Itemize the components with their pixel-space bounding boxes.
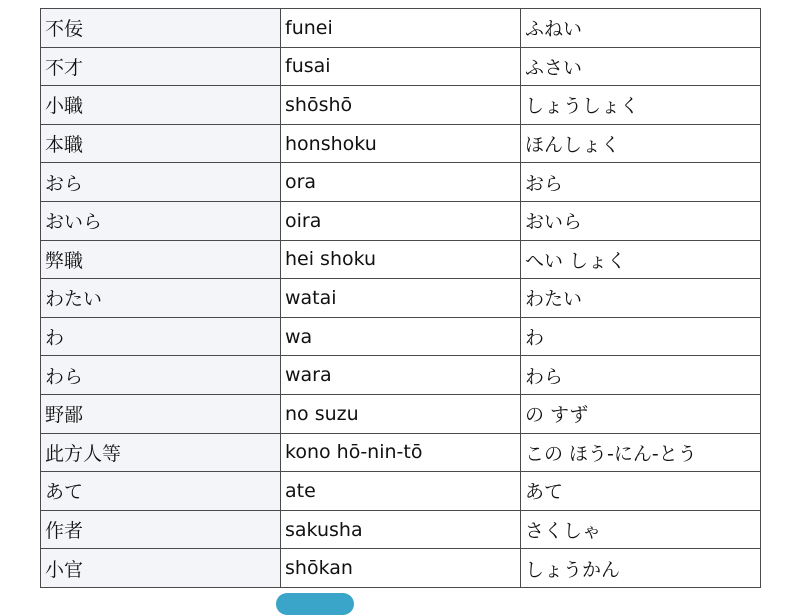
table-row [41, 47, 761, 86]
kana-cell: おら [521, 163, 761, 202]
kana-cell: わら [521, 356, 761, 395]
romaji-cell: fusai [281, 47, 521, 86]
romaji-cell: ate [281, 472, 521, 511]
romaji-cell: sakusha [281, 510, 521, 549]
romaji-cell: hei shoku [281, 240, 521, 279]
kana-cell: さくしゃ [521, 510, 761, 549]
kana-cell: の すず [521, 394, 761, 433]
kanji-cell: おいら [41, 201, 281, 240]
table-row [41, 317, 761, 356]
romaji-cell: ora [281, 163, 521, 202]
kana-cell: ほんしょく [521, 124, 761, 163]
table-row [41, 394, 761, 433]
kanji-cell: わ [41, 317, 281, 356]
kana-cell: わたい [521, 279, 761, 318]
table-row [41, 549, 761, 588]
kana-cell: あて [521, 472, 761, 511]
kanji-cell: 此方人等 [41, 433, 281, 472]
kanji-cell: 作者 [41, 510, 281, 549]
kanji-cell: 野鄙 [41, 394, 281, 433]
romaji-cell: wara [281, 356, 521, 395]
kanji-cell: 不佞 [41, 9, 281, 48]
kanji-cell: 本職 [41, 124, 281, 163]
romaji-cell: funei [281, 9, 521, 48]
pronoun-table [40, 8, 761, 588]
romaji-cell: watai [281, 279, 521, 318]
table-row [41, 163, 761, 202]
table-row [41, 356, 761, 395]
table-body [41, 9, 761, 588]
kana-cell: ふねい [521, 9, 761, 48]
kanji-cell: おら [41, 163, 281, 202]
romaji-cell: shōshō [281, 86, 521, 125]
kanji-cell: わたい [41, 279, 281, 318]
table-row [41, 472, 761, 511]
kana-cell: わ [521, 317, 761, 356]
romaji-cell: wa [281, 317, 521, 356]
kanji-cell: 小職 [41, 86, 281, 125]
kana-cell: この ほう-にん-とう [521, 433, 761, 472]
table-row [41, 279, 761, 318]
kanji-cell: 弊職 [41, 240, 281, 279]
kana-cell: へい しょく [521, 240, 761, 279]
kanji-cell: 小官 [41, 549, 281, 588]
kana-cell: しょうしょく [521, 86, 761, 125]
romaji-cell: no suzu [281, 394, 521, 433]
table-row [41, 124, 761, 163]
romaji-cell: kono hō-nin-tō [281, 433, 521, 472]
romaji-cell: oira [281, 201, 521, 240]
romaji-cell: honshoku [281, 124, 521, 163]
table-row [41, 510, 761, 549]
kanji-cell: わら [41, 356, 281, 395]
table-row [41, 433, 761, 472]
table-row [41, 201, 761, 240]
romaji-cell: shōkan [281, 549, 521, 588]
kana-cell: ふさい [521, 47, 761, 86]
table-row [41, 240, 761, 279]
pronoun-table-container [40, 8, 759, 588]
kanji-cell: あて [41, 472, 281, 511]
kanji-cell: 不才 [41, 47, 281, 86]
table-row [41, 9, 761, 48]
table-row [41, 86, 761, 125]
kana-cell: しょうかん [521, 549, 761, 588]
kana-cell: おいら [521, 201, 761, 240]
partial-button[interactable] [276, 593, 354, 615]
